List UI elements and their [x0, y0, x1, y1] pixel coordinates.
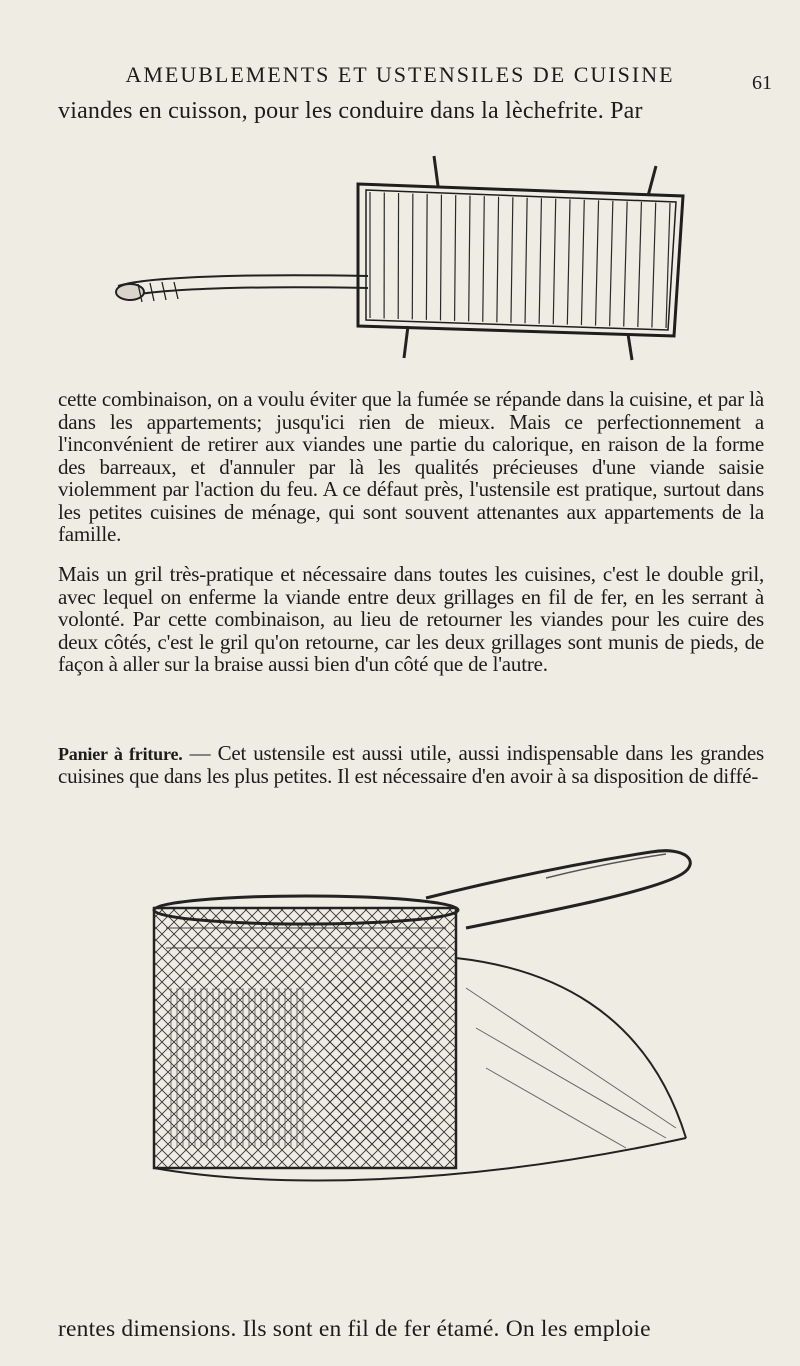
text-line-bottom: rentes dimensions. Ils sont en fil de fer étamé. On les emploie: [58, 1316, 651, 1342]
paragraph-3-body: — Cet ustensile est aussi utile, aussi indispensable dans les grandes cuisines que dans les plus petites. Il est nécessaire d'en avoir à sa disposition de diffé-: [58, 741, 765, 788]
text-line-top: viandes en cuisson, pour les conduire dans la lèchefrite. Par: [58, 98, 643, 124]
running-header: AMEUBLEMENTS ET USTENSILES DE CUISINE: [125, 62, 675, 87]
frying-basket-illustration-icon: [126, 838, 736, 1238]
page-number: 61: [752, 72, 772, 94]
paragraph-2: Mais un gril très-pratique et nécessaire dans toutes les cuisines, c'est le double gril, avec lequel on enferme la viande entre deux grillages en fil de fer, en les serrant à volonté. Par cette combinaison, au lieu de retourner les viandes pour les cuire des deux côtés, c'est le gril qu'on retourne, car les deux grillages sont munis de pieds, de façon à aller sur la braise aussi bien d'un côté que de l'autre.: [58, 562, 764, 676]
paragraph-1: cette combinaison, on a voulu éviter que la fumée se répande dans la cuisine, et par là dans les appartements; jusqu'ici rien de mieux. Mais ce perfectionnement a l'inconvénient de retirer aux viandes une partie du calorique, en raison de la forme des barreaux, et d'annuler par là les qualités précieuses d'une viande saisie violemment par l'action du feu. A ce défaut près, l'ustensile est pratique, surtout dans les petites cuisines de ménage, qui sont souvent attenantes aux appartements de la famille.: [58, 387, 764, 546]
grill-illustration-icon: [108, 126, 698, 362]
caption-lead: Panier à friture.: [58, 744, 183, 764]
paragraph-3: [58, 742, 764, 787]
